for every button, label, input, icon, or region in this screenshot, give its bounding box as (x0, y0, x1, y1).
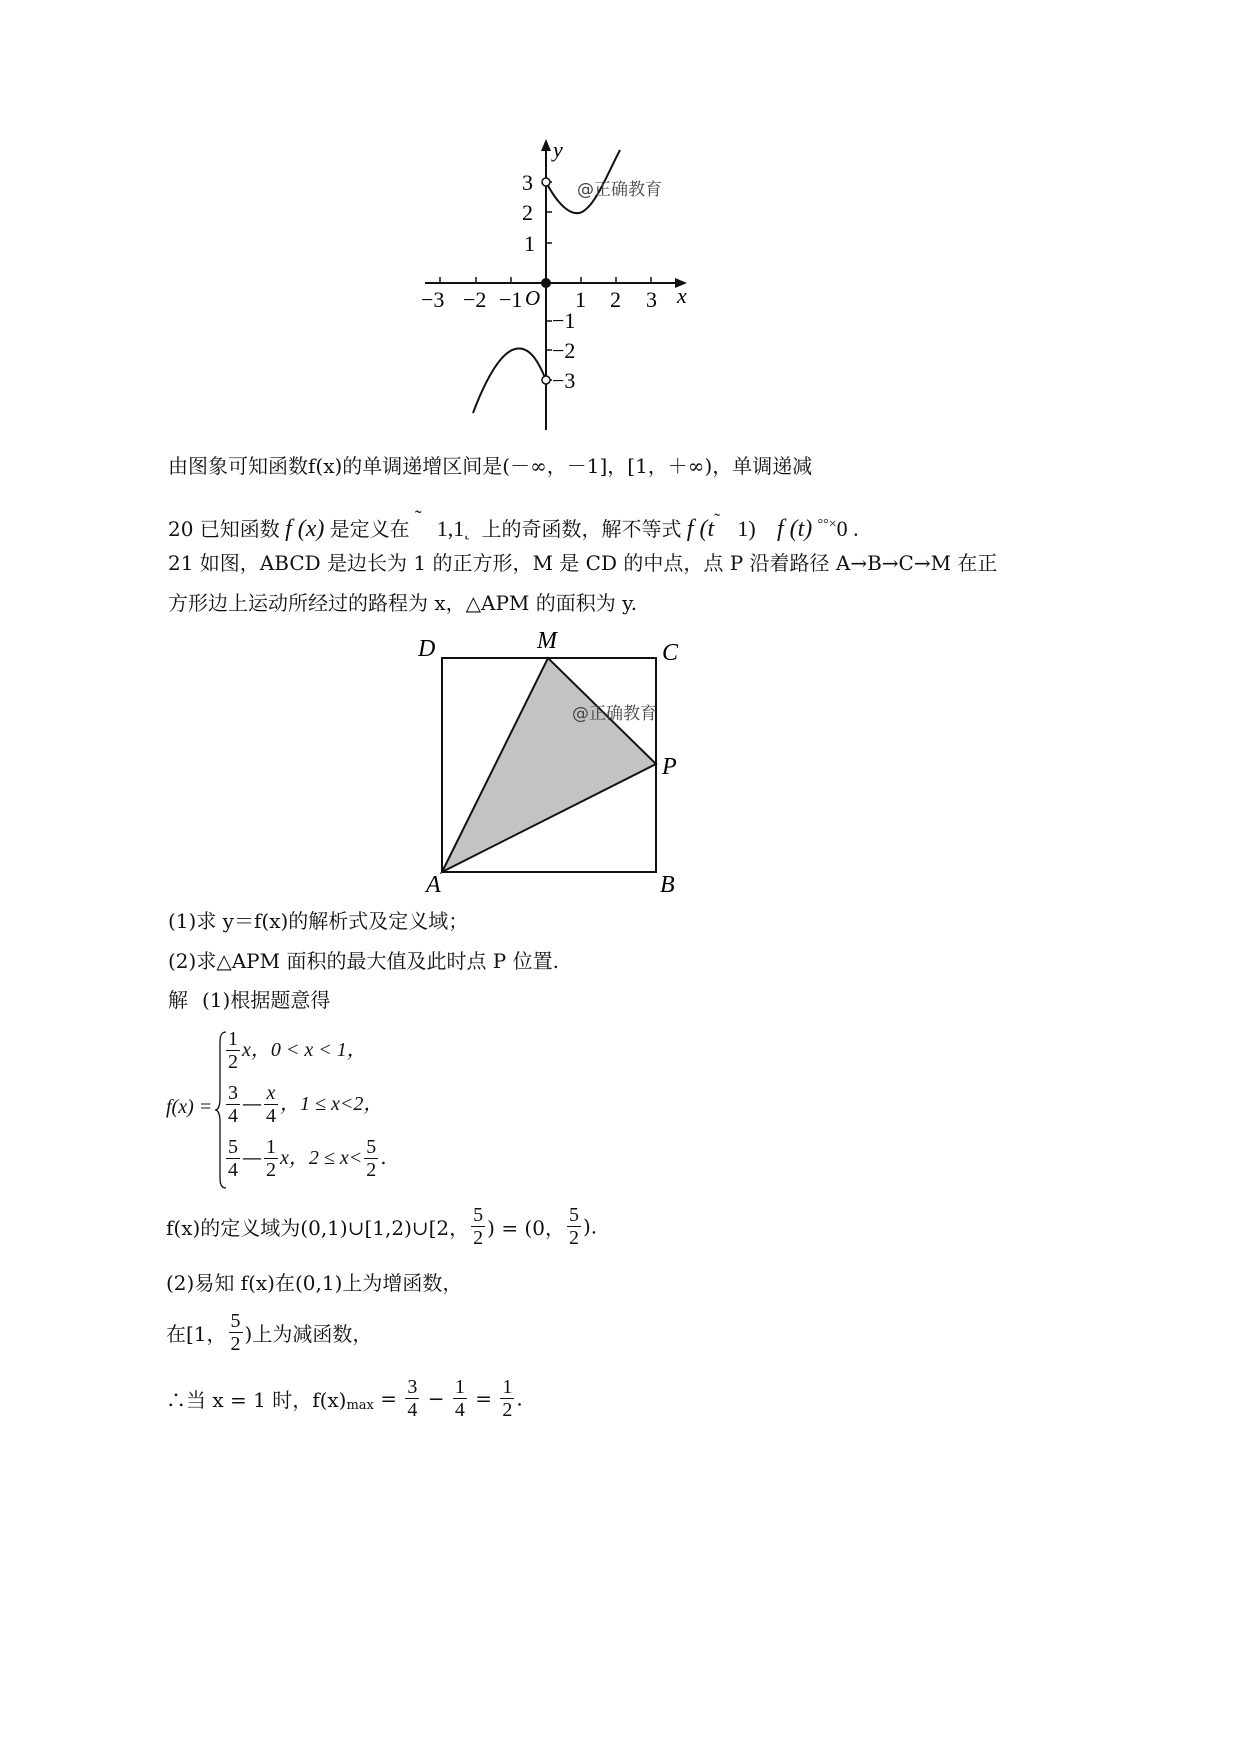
fx-label: f(x) = (166, 1096, 213, 1118)
case-1: $\frac{1}{2}$ x，0 < x < 1， (228, 1028, 367, 1073)
y-tick-label: 3 (522, 170, 533, 195)
part-1: (1)求 y＝f(x)的解析式及定义域； (168, 909, 469, 933)
open-point-lower (542, 376, 550, 384)
piecewise-function (166, 1028, 466, 1188)
y-tick-label: −2 (552, 338, 576, 363)
part-2-solution-2: 在[1， $\frac{5}{2}$ )上为减函数， (166, 1310, 373, 1355)
solution-intro: 解 (1)根据题意得 (168, 988, 331, 1012)
y-axis-label: y (553, 137, 563, 162)
function-graph (415, 135, 705, 435)
monotone-text: 由图象可知函数f(x)的单调递增区间是(－∞，－1]，[1，＋∞)，单调递减 (168, 454, 813, 478)
x-tick-label: −2 (463, 287, 487, 312)
x-tick-label: −1 (499, 287, 523, 312)
case-3: $\frac{5}{4}$ — $\frac{1}{2}$ x，2 ≤ x< $\frac{5}{2}$ . (228, 1136, 387, 1181)
part-2-solution-1: (2)易知 f(x)在(0,1)上为增函数， (166, 1271, 463, 1295)
label-c: C (662, 640, 679, 666)
question-20: 20 已知函数 f (x) 是定义在 ˜ 1,1˛ 上的奇函数，解不等式 f (t˜ 1) f (t) °°×0 . (168, 507, 859, 542)
y-tick-label: 1 (524, 231, 535, 256)
final-answer: ∴当 x = 1 时，$f(x)_{max}$ = $\frac{3}{4}$ − $\frac{1}{4}$ = $\frac{1}{2}$ . (166, 1376, 523, 1421)
domain-line: f(x)的定义域为(0,1)∪[1,2)∪[2， $\frac{5}{2}$ ) = (0， $\frac{5}{2}$ ). (166, 1204, 598, 1249)
x-tick-label: 1 (575, 287, 586, 312)
question-21-line2: 方形边上运动所经过的路程为 x，△APM 的面积为 y. (168, 591, 638, 615)
square-figure (412, 628, 697, 896)
open-point-upper (542, 178, 550, 186)
question-21-line1: 21 如图，ABCD 是边长为 1 的正方形，M 是 CD 的中点，点 P 沿着路径 A→B→C→M 在正 (168, 551, 998, 575)
x-axis-label: x (677, 283, 687, 308)
origin-label: O (525, 286, 541, 310)
label-a: A (426, 872, 441, 896)
label-m: M (537, 628, 557, 654)
x-tick-label: −3 (421, 287, 445, 312)
y-tick-label: −3 (552, 368, 576, 393)
y-tick-label: −1 (552, 308, 576, 333)
origin-point (541, 278, 551, 288)
x-tick-label: 2 (610, 287, 621, 312)
y-tick-label: 2 (522, 200, 533, 225)
watermark: @正确教育 (577, 180, 662, 200)
y-axis-arrow (541, 139, 551, 151)
watermark: @正确教育 (572, 704, 657, 724)
label-p: P (662, 754, 677, 780)
case-2: $\frac{3}{4}$ — $\frac{x}{4}$ ，1 ≤ x<2， (228, 1082, 384, 1127)
x-tick-label: 3 (646, 287, 657, 312)
label-b: B (660, 872, 675, 896)
curve-negative-branch (473, 348, 546, 413)
part-2: (2)求△APM 面积的最大值及此时点 P 位置. (168, 949, 559, 973)
label-d: D (418, 636, 436, 662)
triangle-apm (442, 658, 656, 872)
